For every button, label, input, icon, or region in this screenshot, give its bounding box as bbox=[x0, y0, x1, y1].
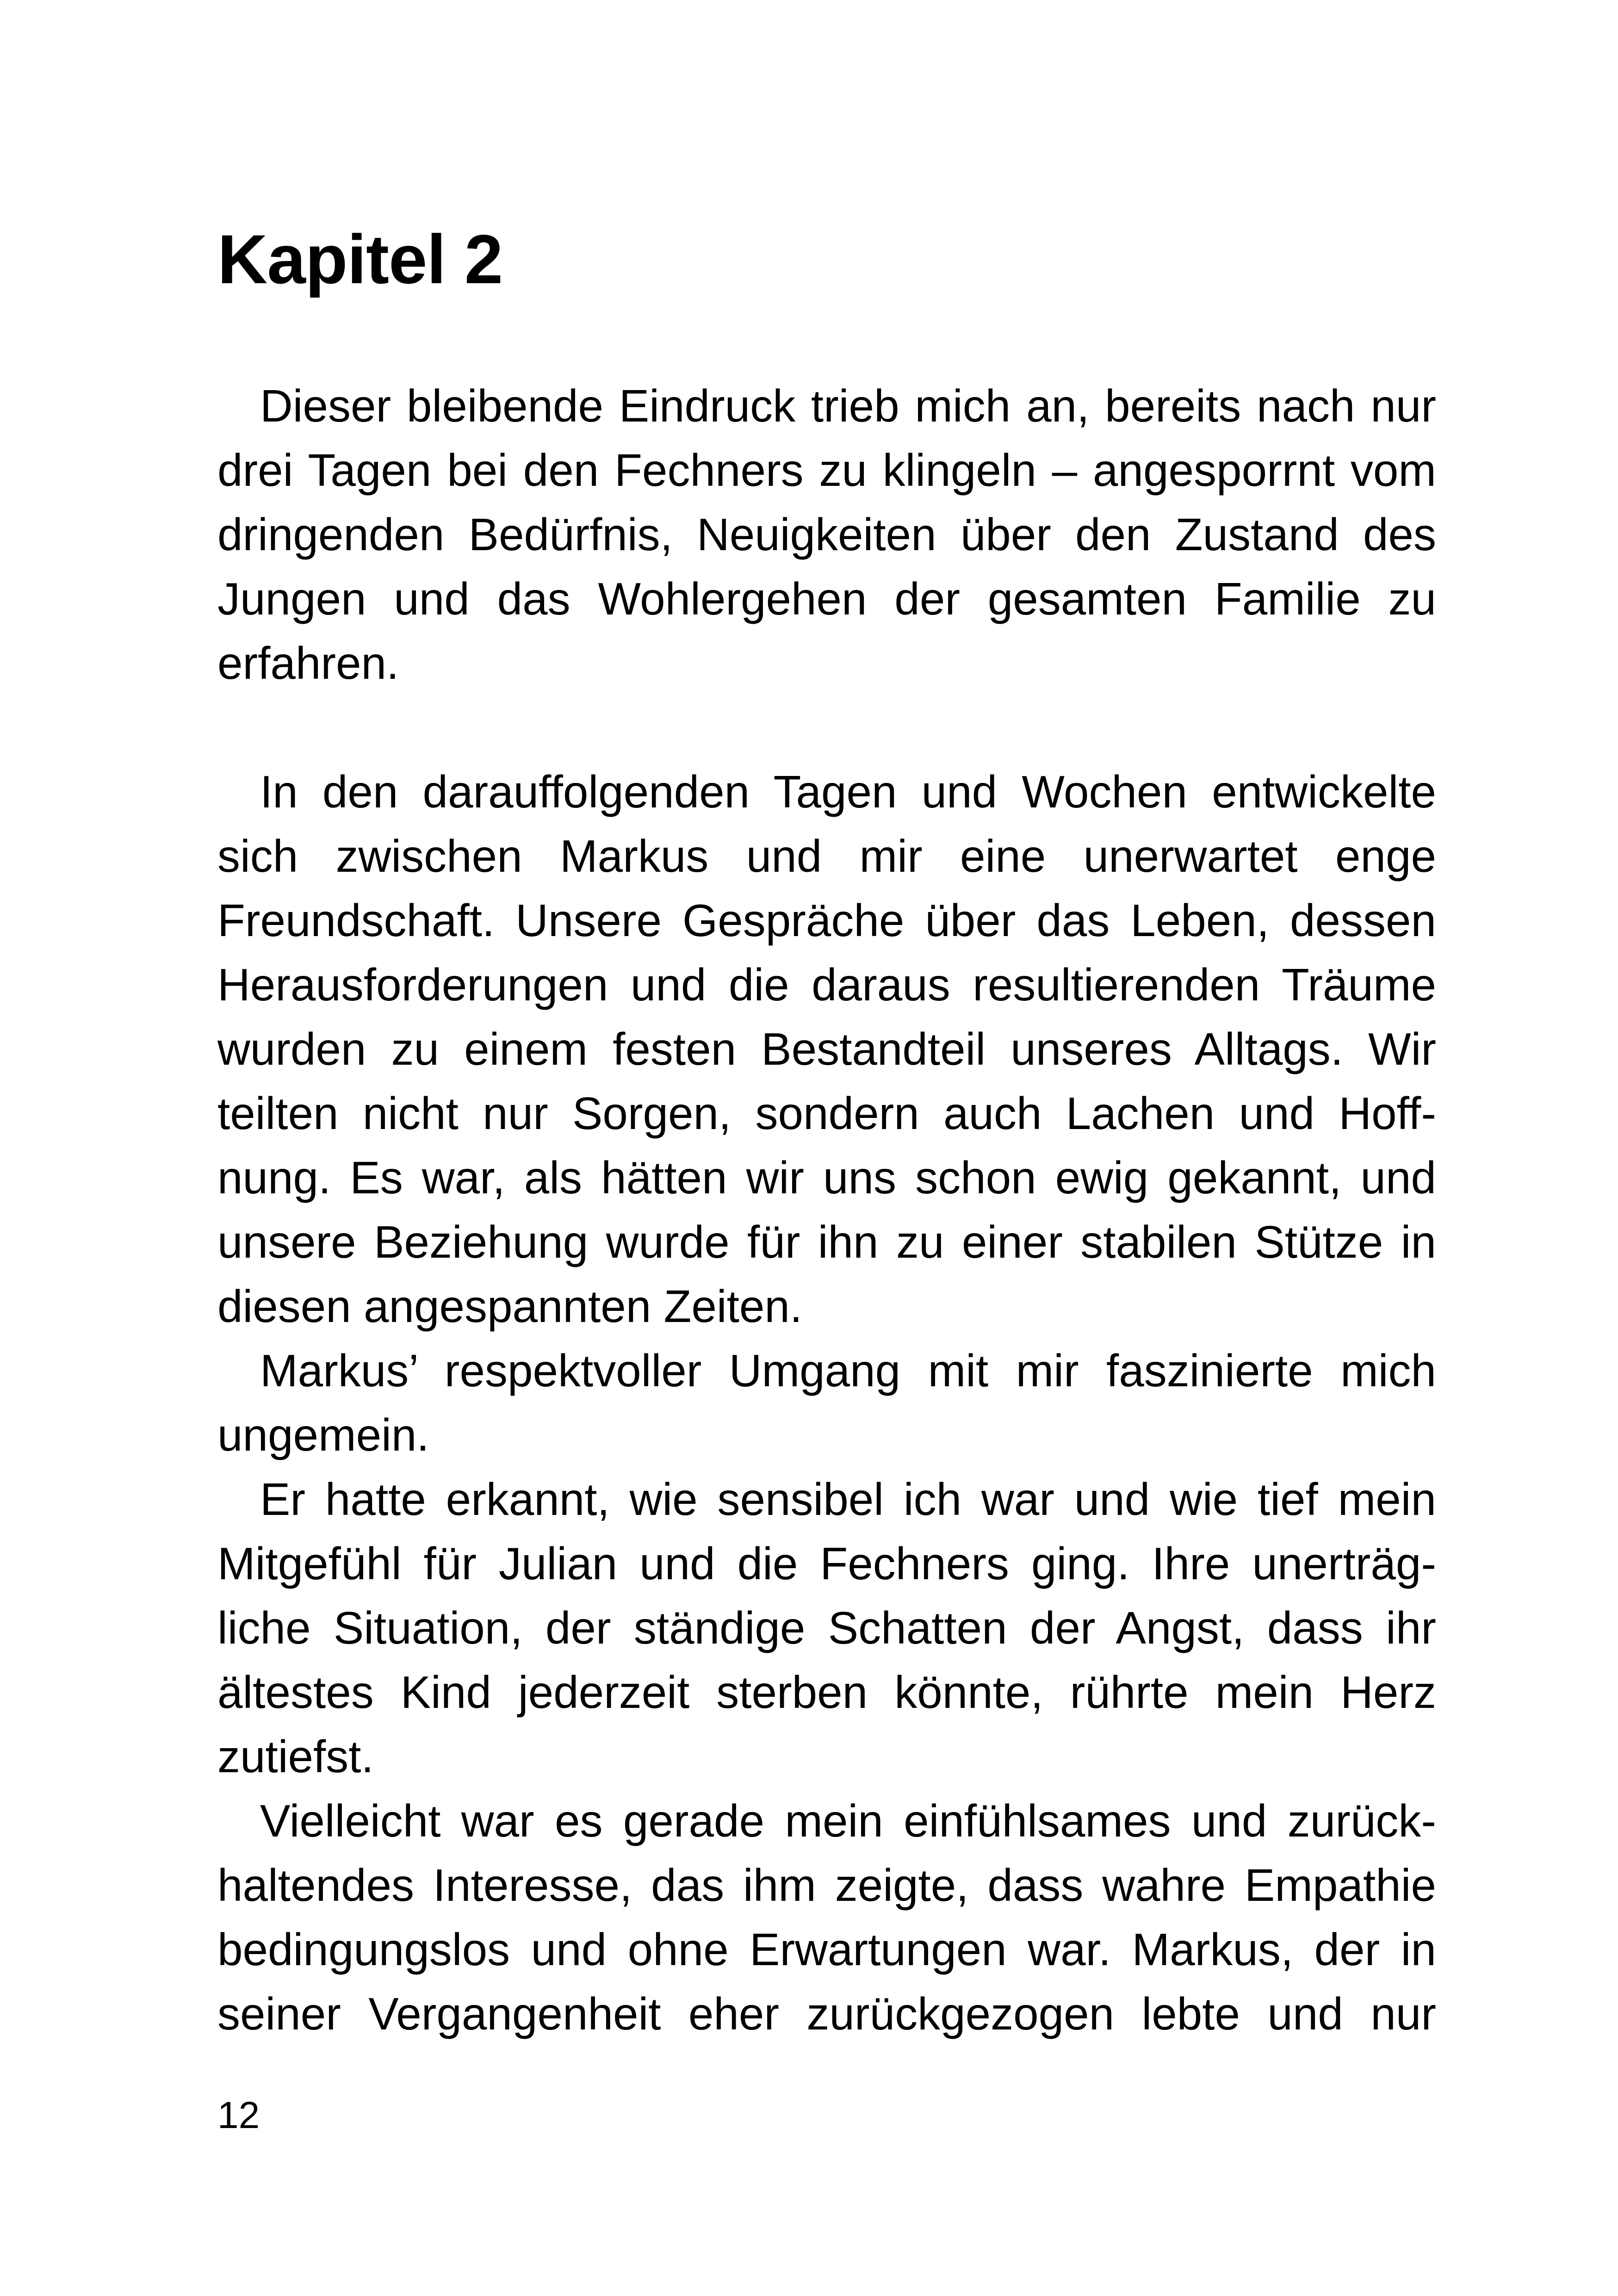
paragraph-4-line-5: zutiefst. bbox=[217, 1731, 374, 1782]
paragraph-5-line-1: Vielleicht war es gerade mein einfühlsames und zurück- bbox=[260, 1795, 1436, 1846]
page-number: 12 bbox=[217, 2094, 260, 2136]
paragraph-5-line-2: haltendes Interesse, das ihm zeigte, dass wahre Empathie bbox=[217, 1860, 1436, 1911]
paragraph-3-line-1: Markus’ respektvoller Umgang mit mir faszinierte mich bbox=[260, 1345, 1436, 1396]
paragraph-2-line-6: teilten nicht nur Sorgen, sondern auch Lachen und Hoff- bbox=[217, 1088, 1436, 1139]
paragraph-5-line-4: seiner Vergangenheit eher zurückgezogen lebte und nur bbox=[217, 1988, 1436, 2039]
paragraph-2-line-1: In den darauffolgenden Tagen und Wochen entwickelte bbox=[260, 766, 1436, 817]
paragraph-1-line-1: Dieser bleibende Eindruck trieb mich an, bereits nach nur bbox=[260, 380, 1436, 431]
paragraph-gap bbox=[217, 695, 1436, 760]
paragraph-2-line-2: sich zwischen Markus und mir eine unerwartet enge bbox=[217, 831, 1436, 881]
paragraph-4-line-4: ältestes Kind jederzeit sterben könnte, rührte mein Herz bbox=[217, 1667, 1436, 1718]
paragraph-2-line-7: nung. Es war, als hätten wir uns schon ewig gekannt, und bbox=[217, 1152, 1436, 1203]
paragraph-4-line-1: Er hatte erkannt, wie sensibel ich war und wie tief mein bbox=[260, 1474, 1436, 1525]
paragraph-4-line-2: Mitgefühl für Julian und die Fechners ging. Ihre unerträg- bbox=[217, 1538, 1436, 1589]
paragraph-4-line-3: liche Situation, der ständige Schatten der Angst, dass ihr bbox=[217, 1602, 1436, 1653]
paragraph-1-line-2: drei Tagen bei den Fechners zu klingeln – angesporrnt vom bbox=[217, 445, 1436, 496]
paragraph-1-line-4: Jungen und das Wohlergehen der gesamten Familie zu bbox=[217, 573, 1436, 624]
body-text bbox=[217, 374, 1436, 2046]
paragraph-2-line-9: diesen angespannten Zeiten. bbox=[217, 1281, 803, 1332]
paragraph-1-line-3: dringenden Bedürfnis, Neuigkeiten über den Zustand des bbox=[217, 509, 1436, 560]
paragraph-1-line-5: erfahren. bbox=[217, 638, 399, 689]
chapter-title: Kapitel 2 bbox=[217, 220, 503, 298]
paragraph-2-line-5: wurden zu einem festen Bestandteil unseres Alltags. Wir bbox=[217, 1024, 1436, 1074]
paragraph-5-line-3: bedingungslos und ohne Erwartungen war. Markus, der in bbox=[217, 1924, 1436, 1975]
paragraph-2-line-4: Herausforderungen und die daraus resultierenden Träume bbox=[217, 959, 1436, 1010]
paragraph-2-line-8: unsere Beziehung wurde für ihn zu einer stabilen Stütze in bbox=[217, 1216, 1436, 1267]
paragraph-2-line-3: Freundschaft. Unsere Gespräche über das Leben, dessen bbox=[217, 895, 1436, 946]
paragraph-3-line-2: ungemein. bbox=[217, 1409, 429, 1460]
